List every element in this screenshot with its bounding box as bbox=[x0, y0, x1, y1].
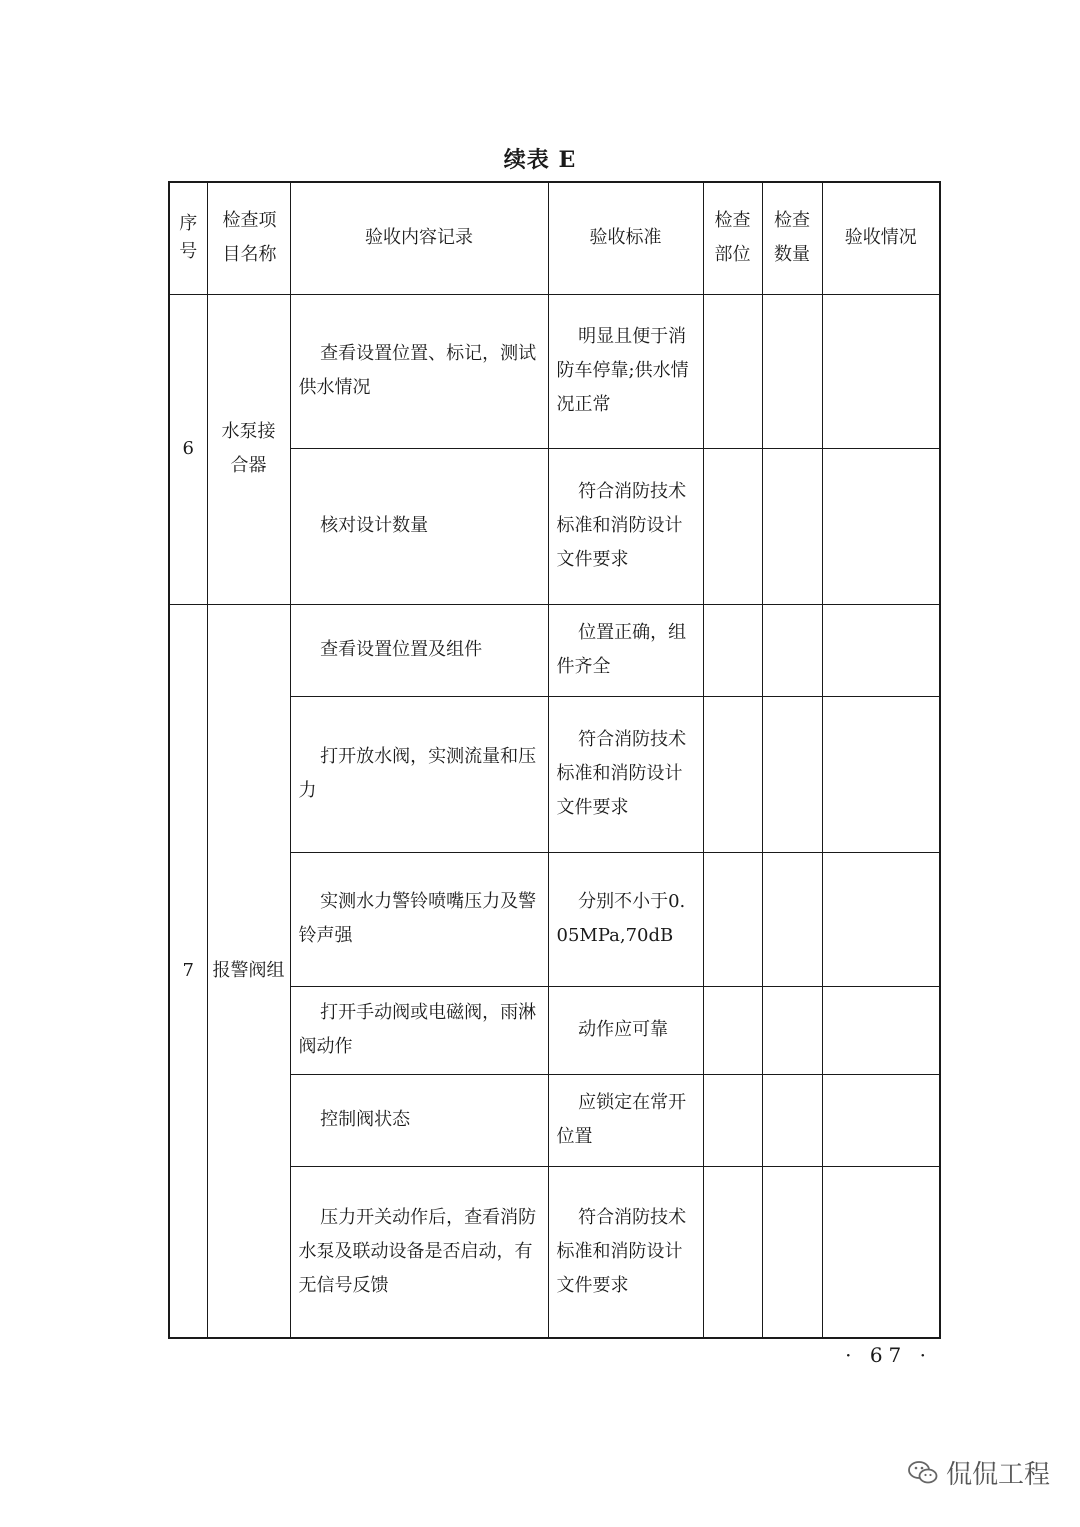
header-result: 验收情况 bbox=[822, 182, 940, 294]
row-location bbox=[703, 1074, 762, 1166]
row-content: 压力开关动作后，查看消防水泵及联动设备是否启动，有无信号反馈 bbox=[290, 1166, 548, 1338]
row-location bbox=[703, 852, 762, 986]
group-7-name: 报警阀组 bbox=[207, 604, 290, 1338]
table-row bbox=[169, 604, 940, 696]
group-7-seq: 7 bbox=[169, 604, 207, 1338]
page-number: · 67 · bbox=[845, 1343, 932, 1367]
acceptance-table bbox=[168, 181, 941, 1339]
row-location bbox=[703, 448, 762, 604]
header-quantity: 检查数量 bbox=[762, 182, 822, 294]
row-standard: 位置正确，组件齐全 bbox=[548, 604, 703, 696]
row-quantity bbox=[762, 448, 822, 604]
row-result bbox=[822, 852, 940, 986]
row-standard: 符合消防技术标准和消防设计文件要求 bbox=[548, 1166, 703, 1338]
row-content: 控制阀状态 bbox=[290, 1074, 548, 1166]
row-quantity bbox=[762, 1074, 822, 1166]
row-location bbox=[703, 986, 762, 1074]
group-6-name: 水泵接合器 bbox=[207, 294, 290, 604]
row-quantity bbox=[762, 294, 822, 448]
wechat-icon bbox=[908, 1460, 938, 1486]
header-standard: 验收标准 bbox=[548, 182, 703, 294]
watermark-text: 侃侃工程 bbox=[945, 1460, 1050, 1490]
row-quantity bbox=[762, 852, 822, 986]
header-location: 检查部位 bbox=[703, 182, 762, 294]
row-result bbox=[822, 696, 940, 852]
row-location bbox=[703, 604, 762, 696]
row-quantity bbox=[762, 604, 822, 696]
row-result bbox=[822, 1074, 940, 1166]
watermark bbox=[908, 1454, 1050, 1491]
table-row bbox=[169, 294, 940, 448]
row-standard: 明显且便于消防车停靠;供水情况正常 bbox=[548, 294, 703, 448]
row-result bbox=[822, 1166, 940, 1338]
row-quantity bbox=[762, 986, 822, 1074]
row-standard: 分别不小于0.05MPa,70dB bbox=[548, 852, 703, 986]
row-content: 查看设置位置及组件 bbox=[290, 604, 548, 696]
row-result bbox=[822, 986, 940, 1074]
row-quantity bbox=[762, 696, 822, 852]
row-content: 查看设置位置、标记，测试供水情况 bbox=[290, 294, 548, 448]
row-location bbox=[703, 294, 762, 448]
table-title: 续表 E bbox=[503, 147, 577, 173]
row-result bbox=[822, 448, 940, 604]
row-quantity bbox=[762, 1166, 822, 1338]
row-standard: 符合消防技术标准和消防设计文件要求 bbox=[548, 448, 703, 604]
row-standard: 应锁定在常开位置 bbox=[548, 1074, 703, 1166]
row-location bbox=[703, 696, 762, 852]
row-content: 实测水力警铃喷嘴压力及警铃声强 bbox=[290, 852, 548, 986]
row-content: 核对设计数量 bbox=[290, 448, 548, 604]
header-seq: 序号 bbox=[169, 182, 207, 294]
row-standard: 动作应可靠 bbox=[548, 986, 703, 1074]
row-result bbox=[822, 604, 940, 696]
header-item-name: 检查项目名称 bbox=[207, 182, 290, 294]
header-content: 验收内容记录 bbox=[290, 182, 548, 294]
header-row bbox=[169, 182, 940, 294]
row-content: 打开手动阀或电磁阀，雨淋阀动作 bbox=[290, 986, 548, 1074]
row-content: 打开放水阀，实测流量和压力 bbox=[290, 696, 548, 852]
group-6-seq: 6 bbox=[169, 294, 207, 604]
row-standard: 符合消防技术标准和消防设计文件要求 bbox=[548, 696, 703, 852]
row-location bbox=[703, 1166, 762, 1338]
row-result bbox=[822, 294, 940, 448]
